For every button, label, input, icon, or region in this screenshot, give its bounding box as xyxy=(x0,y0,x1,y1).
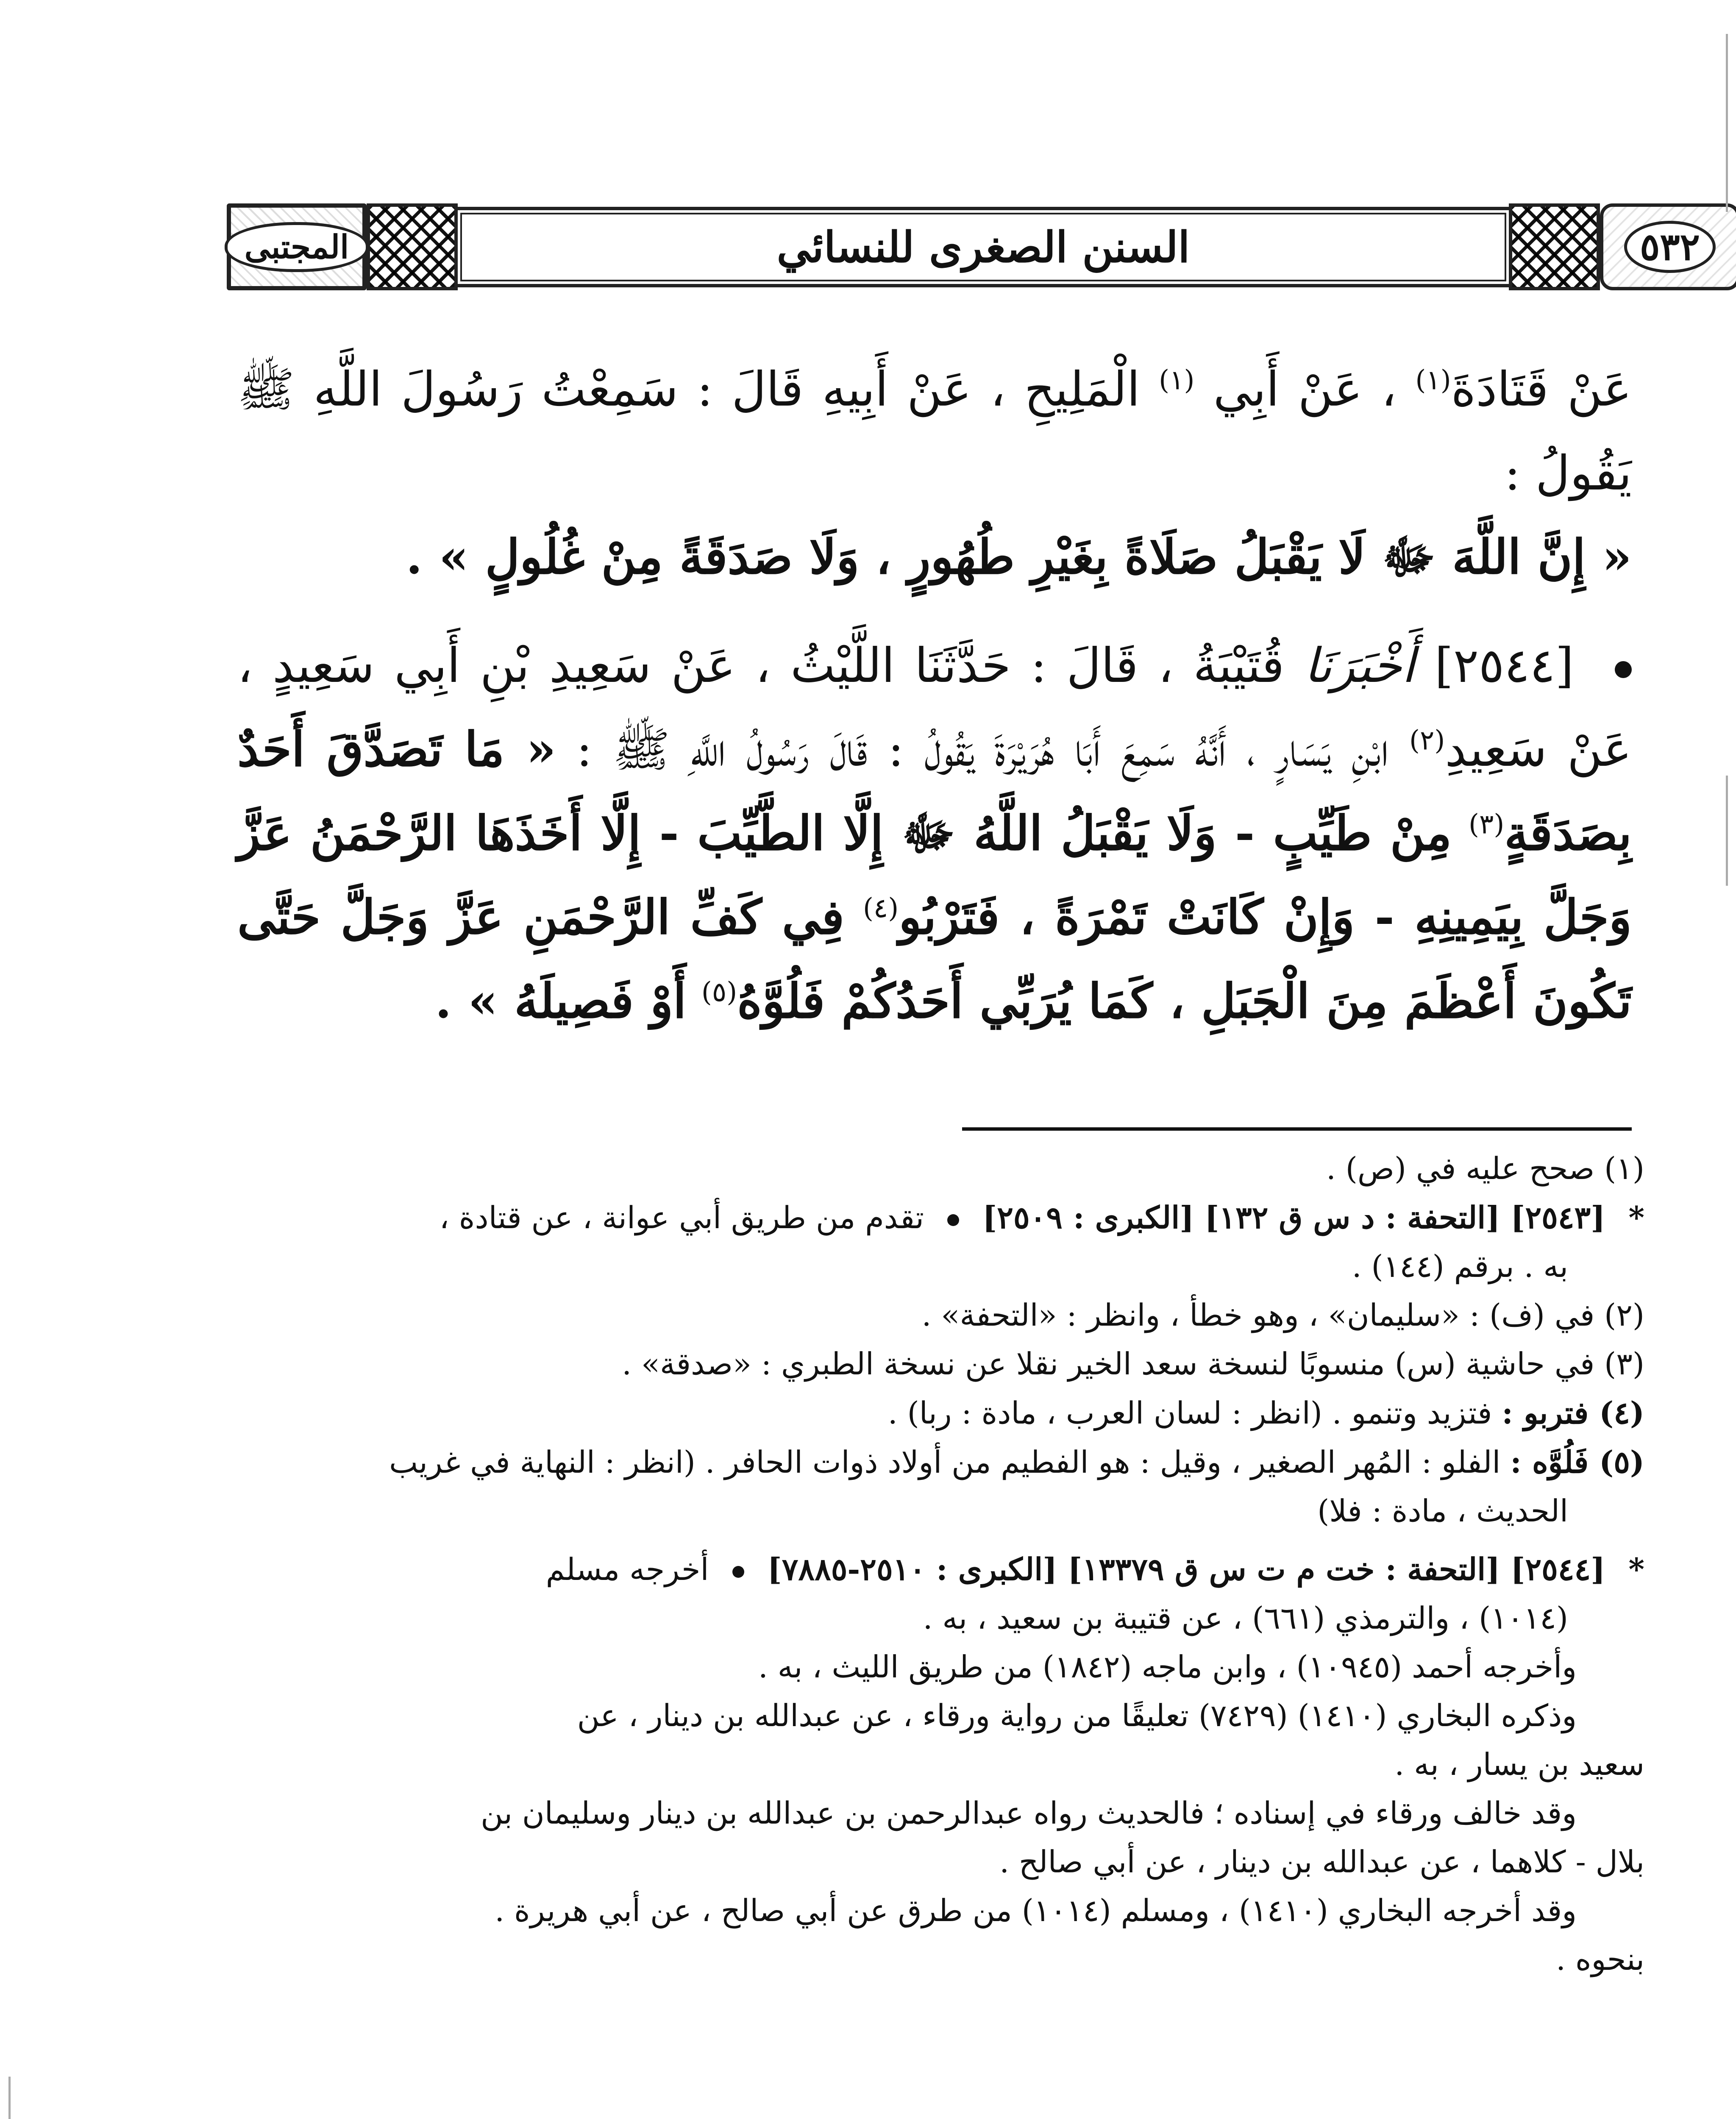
takhrij-2544-p3b: سعيد بن يسار ، به . xyxy=(1394,1746,1644,1782)
hadith-2543-matn: « إِنَّ اللَّهَ ﷻ لَا يَقْبَلُ صَلَاةً بِغَيْرِ طُهُورٍ ، وَلَا صَدَقَةً مِنْ غُلُولٍ » . xyxy=(406,529,1632,585)
book-title: السنن الصغرى للنسائي xyxy=(776,222,1190,272)
ornament-right xyxy=(1509,203,1600,290)
scan-mark xyxy=(1726,34,1728,212)
footnote-5-cont: الحديث ، مادة : فلا) xyxy=(1317,1493,1568,1529)
scan-mark xyxy=(8,2077,11,2119)
takhrij-2544-p5a: وقد أخرجه البخاري (١٤١٠) ، ومسلم (١٠١٤) من طرق عن أبي صالح ، عن أبي هريرة . xyxy=(495,1893,1577,1928)
hadith-2544-isnad xyxy=(237,624,1632,1043)
takhrij-2544-p5b: بنحوه . xyxy=(1556,1941,1644,1977)
footnote-ref: (٤) xyxy=(862,893,899,924)
hadith-2543-line1 xyxy=(237,348,1632,515)
footnote-5 xyxy=(237,1438,1644,1487)
takhrij-2543 xyxy=(237,1193,1644,1242)
text-run: ، عَنْ أَبِي xyxy=(1213,362,1397,417)
footnote-ref: (٣) xyxy=(1469,809,1505,840)
footnote-ref: (٢) xyxy=(1409,725,1445,756)
akhbarana: أَخْبَرَنَا xyxy=(1304,638,1415,693)
scan-mark xyxy=(1726,776,1728,886)
title-frame xyxy=(458,207,1509,287)
takhrij-2544-p4a: وقد خالف ورقاء في إسناده ؛ فالحديث رواه عبدالرحمن بن عبدالله بن دينار وسليمان بن xyxy=(481,1795,1577,1831)
takhrij-2543-cont: به . برقم (١٤٤) . xyxy=(1352,1249,1568,1284)
footnote-label: (٥) فَلُوَّه : xyxy=(1510,1444,1644,1480)
footnote-4 xyxy=(237,1388,1644,1438)
matn-run: أَوْ فَصِيلَهُ » . xyxy=(435,973,687,1029)
footnote-ref: (١) xyxy=(1159,364,1195,396)
footnote-label: (٤) فتربو : xyxy=(1502,1395,1644,1431)
hadith-number: [٢٥٤٤] xyxy=(1435,638,1574,693)
ornament-left xyxy=(367,203,458,290)
takhrij-text: تقدم من طريق أبي عوانة ، عن قتادة ، xyxy=(439,1200,924,1235)
matn-run: بِصَدَقَةٍ xyxy=(1504,806,1632,861)
bullet-icon xyxy=(947,1214,959,1226)
footnote-2: (٢) في (ف) : «سليمان» ، وهو خطأ ، وانظر : «التحفة» . xyxy=(921,1297,1644,1333)
takhrij-2544-p2: وأخرجه أحمد (١٠٩٤٥) ، وابن ماجه (١٨٤٢) من طريق الليث ، به . xyxy=(758,1649,1577,1685)
page-header xyxy=(227,197,1736,297)
takhrij-ref: [٢٥٤٤] [التحفة : خت م ت س ق ١٣٣٧٩] [الكبرى : ٢٥١٠-٧٨٨٥] xyxy=(767,1551,1605,1587)
matn-run: مِنْ طَيِّبٍ - وَلَا يَقْبَلُ اللَّهُ ﷻ إِلَّا الطَّيِّبَ - إِلَّا أَخَذَهَا الرَّحْمَنُ عَزَّ xyxy=(237,806,1452,861)
takhrij-text: أخرجه مسلم xyxy=(545,1552,709,1587)
spacer xyxy=(237,599,1632,624)
footnote-text: فتزيد وتنمو . (انظر : لسان العرب ، مادة : ربا) . xyxy=(887,1395,1492,1431)
takhrij-ref: [٢٥٤٣] [التحفة : د س ق ١٣٢] [الكبرى : ٢٥٠٩] xyxy=(982,1199,1605,1235)
text-run: ابْنِ يَسَارٍ ، أَنَّهُ سَمِعَ أَبَا هُرَيْرَةَ يَقُولُ : قَالَ رَسُولُ اللَّهِ ﷺ : xyxy=(576,722,1389,777)
matn-run: تَكُونَ أَعْظَمَ مِنَ الْجَبَلِ ، كَمَا يُرَبِّي أَحَدُكُمْ فَلُوَّهُ xyxy=(737,973,1632,1029)
footnote-text: الفلو : المُهر الصغير ، وقيل : هو الفطيم من أولاد ذوات الحافر . (انظر : النهاية في غريب xyxy=(389,1444,1501,1480)
star-marker: * xyxy=(1628,1551,1644,1587)
matn-run: فِي كَفِّ الرَّحْمَنِ عَزَّ وَجَلَّ حَتَّى xyxy=(237,890,845,945)
takhrij-2544 xyxy=(237,1545,1644,1594)
bullet-icon xyxy=(1615,661,1632,678)
footnotes xyxy=(237,1144,1644,1984)
hadith-body xyxy=(237,348,1632,1043)
star-marker: * xyxy=(1628,1199,1644,1235)
spacer xyxy=(237,1535,1644,1545)
takhrij-2544-p3a: وذكره البخاري (١٤١٠) (٧٤٢٩) تعليقًا من رواية ورقاء ، عن عبدالله بن دينار ، عن xyxy=(577,1698,1577,1733)
text-run: قُتَيْبَةُ ، قَالَ : حَدَّثَنَا اللَّيْثُ ، عَنْ سَعِيدِ بْنِ أَبِي سَعِيدٍ ، عَنْ سَعِيدِ xyxy=(237,638,1632,777)
page-number-badge xyxy=(1600,203,1736,290)
footnote-1: (١) صحح عليه في (ص) . xyxy=(1326,1151,1644,1186)
takhrij-2544-cont: (١٠١٤) ، والترمذي (٦٦١) ، عن قتيبة بن سعيد ، به . xyxy=(923,1600,1568,1636)
matn-run: وَجَلَّ بِيَمِينِهِ - وَإِنْ كَانَتْ تَمْرَةً ، فَتَرْبُو xyxy=(899,890,1632,945)
text-run: الْمَلِيحِ ، عَنْ أَبِيهِ قَالَ : سَمِعْتُ رَسُولَ اللَّهِ ﷺ يَقُولُ : xyxy=(237,362,1632,501)
takhrij-2544-p4b: بلال - كلاهما ، عن عبدالله بن دينار ، عن أبي صالح . xyxy=(999,1844,1644,1880)
book-emblem xyxy=(227,203,367,290)
footnote-ref: (٥) xyxy=(701,976,737,1008)
footnote-3: (٣) في حاشية (س) منسوبًا لنسخة سعد الخير نقلا عن نسخة الطبري : «صدقة» . xyxy=(622,1346,1644,1382)
footnote-ref: (١) xyxy=(1415,364,1451,396)
page-number: ٥٣٢ xyxy=(1624,221,1716,273)
emblem-label: المجتبى xyxy=(225,222,369,272)
matn-run: « مَا تَصَدَّقَ أَحَدٌ xyxy=(237,722,556,777)
bullet-icon xyxy=(732,1566,744,1578)
footnote-divider xyxy=(962,1127,1632,1131)
text-run: عَنْ قَتَادَةَ xyxy=(1451,362,1632,417)
